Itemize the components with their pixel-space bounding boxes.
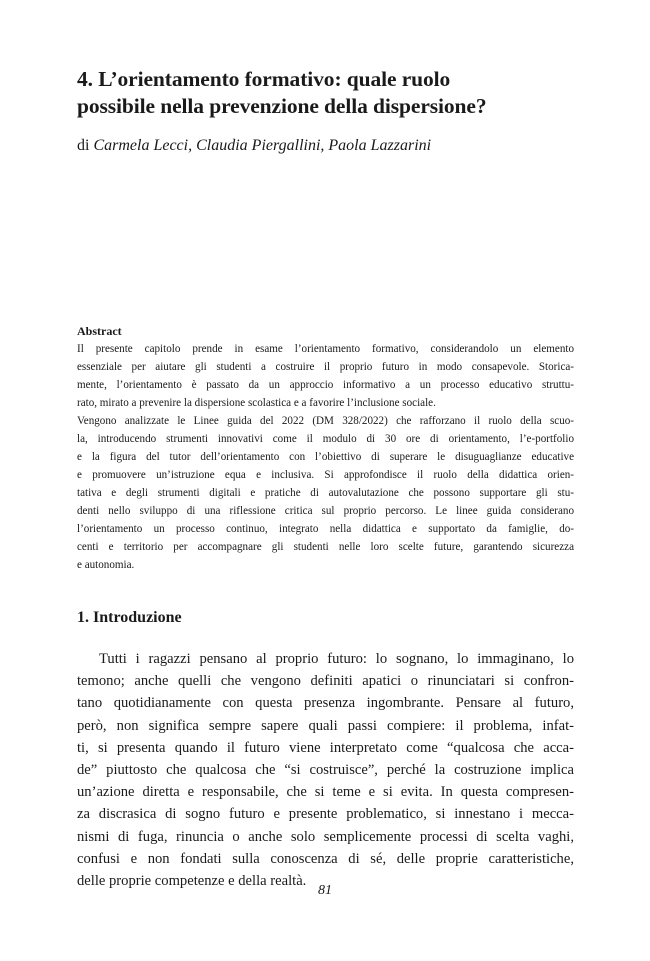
- body-line: ti, si presenta quando il futuro viene interpretato come “qualcosa che acca-: [77, 739, 574, 756]
- body-line: de” piuttosto che qualcosa che “si costruisce”, perché la costruzione implica: [77, 762, 574, 779]
- introduction-paragraph: [77, 648, 574, 892]
- abstract-line: tativa e degli strumenti digitali e pratiche di autovalutazione che possono supportare gli stu-: [77, 487, 574, 499]
- abstract-line: l’orientamento un processo continuo, integrato nella didattica e supportato da famiglie, do-: [77, 523, 574, 535]
- abstract-block: [77, 322, 574, 574]
- body-line: però, non significa sempre sapere quali passi compiere: il problema, infat-: [77, 717, 574, 734]
- abstract-line: mente, l’orientamento è passato da un approccio informativo a un processo educativo struttu-: [77, 379, 574, 391]
- abstract-line: e la figura del tutor dell’orientamento con l’obiettivo di superare le disuguaglianze educative: [77, 451, 574, 463]
- body-line: delle proprie competenze e della realtà.: [77, 873, 307, 890]
- abstract-line: centi e territorio per accompagnare gli studenti nelle loro scelte future, garantendo sicurezza: [77, 541, 574, 553]
- body-line: Tutti i ragazzi pensano al proprio futuro: lo sognano, lo immaginano, lo: [99, 651, 574, 667]
- body-line: un’azione diretta e responsabile, che si teme e si evita. In questa compresen-: [77, 784, 574, 801]
- abstract-line: Il presente capitolo prende in esame l’orientamento formativo, considerandolo un elemento: [77, 343, 574, 355]
- abstract-line: la, introducendo strumenti innovativi come il modulo di 30 ore di orientamento, l’e-portfolio: [77, 433, 574, 445]
- abstract-line: denti nello sviluppo di una riflessione critica sul proprio percorso. Le linee guida considerano: [77, 505, 574, 517]
- abstract-line: essenziale per aiutare gli studenti a costruire il proprio futuro in modo consapevole. Storica-: [77, 361, 574, 373]
- authors-prefix: di: [77, 137, 90, 154]
- chapter-title-line-1: 4. L’orientamento formativo: quale ruolo: [77, 67, 451, 91]
- section-heading-introduction: 1. Introduzione: [77, 609, 182, 626]
- chapter-authors: [77, 136, 577, 156]
- chapter-title: [77, 66, 577, 120]
- abstract-line: e autonomia.: [77, 559, 135, 571]
- author-names: Carmela Lecci, Claudia Piergallini, Paola Lazzarini: [93, 137, 432, 154]
- abstract-paragraph: [77, 340, 574, 574]
- body-line: confusi e non fondati sulla conoscenza di sé, delle proprie caratteristiche,: [77, 850, 574, 867]
- abstract-line: rato, mirato a prevenire la dispersione scolastica e a favorire l’inclusione sociale.: [77, 397, 436, 409]
- body-line: tano quotidianamente con questa presenza ingombrante. Pensare al futuro,: [77, 695, 574, 712]
- chapter-title-line-2: possibile nella prevenzione della dispersione?: [77, 94, 487, 118]
- body-line: temono; anche quelli che vengono definiti apatici o rinunciatari si confron-: [77, 673, 574, 690]
- abstract-heading: Abstract: [77, 324, 122, 338]
- abstract-line: e promuovere un’istruzione equa e inclusiva. Si approfondisce il ruolo della didattica orien-: [77, 469, 574, 481]
- abstract-line: Vengono analizzate le Linee guida del 2022 (DM 328/2022) che rafforzano il ruolo della scuo-: [77, 415, 574, 427]
- body-line: nismi di fuga, rinuncia o anche solo semplicemente processi di scelta vaghi,: [77, 828, 574, 845]
- page-number: 81: [318, 883, 332, 898]
- body-line: za discrasica di sogno futuro e presente problematico, si innestano i mecca-: [77, 806, 574, 823]
